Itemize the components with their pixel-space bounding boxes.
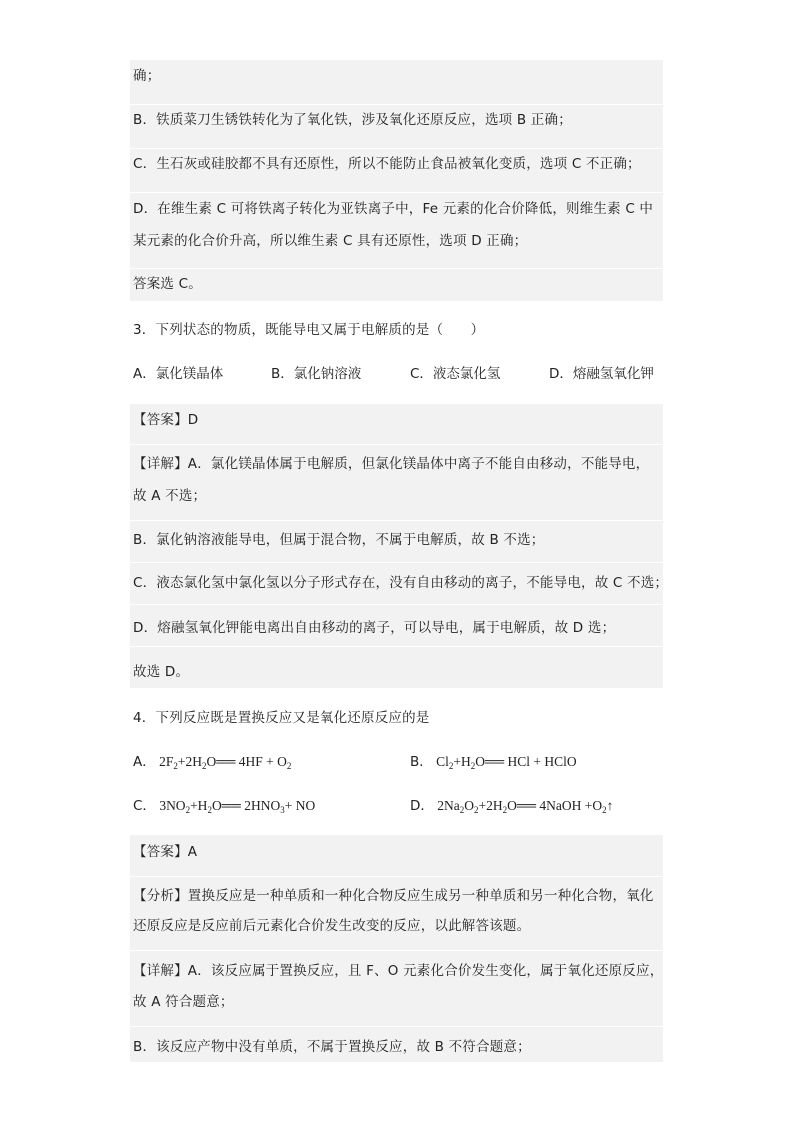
text-line: B．氯化钠溶液能导电，但属于混合物，不属于电解质，故 B 不选； (133, 532, 545, 548)
q4-option-c (133, 796, 315, 816)
text-line: C．液态氯化氢中氯化氢以分子形式存在，没有自由移动的离子，不能导电，故 C 不选； (133, 575, 669, 591)
q4-option-a (133, 752, 291, 772)
row-divider (130, 148, 663, 149)
solution-block-3 (130, 835, 663, 1062)
row-divider (130, 268, 663, 269)
row-divider (130, 104, 663, 105)
text-line: 【详解】A．氯化镁晶体属于电解质，但氯化镁晶体中离子不能自由移动，不能导电， (133, 456, 650, 472)
text-line: 故 A 不选； (133, 488, 207, 504)
option-prefix: A． (133, 754, 156, 770)
row-divider (130, 950, 663, 951)
q3-option-a: A．氯化镁晶体 (133, 366, 224, 382)
text-line: B．该反应产物中没有单质，不属于置换反应，故 B 不符合题意； (133, 1039, 531, 1055)
solution-block-1 (130, 60, 663, 301)
row-divider (130, 562, 663, 563)
text-line: B．铁质菜刀生锈铁转化为了氧化铁，涉及氧化还原反应，选项 B 正确； (133, 112, 572, 128)
text-line: 答案选 C。 (133, 276, 202, 292)
text-line: 还原反应是反应前后元素化合价发生改变的反应，以此解答该题。 (133, 918, 531, 934)
row-divider (130, 520, 663, 521)
question-3-stem: 3．下列状态的物质，既能导电又属于电解质的是（ ） (133, 322, 485, 338)
text-line: D．在维生素 C 可将铁离子转化为亚铁离子中，Fe 元素的化合价降低，则维生素 C 中 (133, 201, 654, 217)
text-line: C．生石灰或硅胶都不具有还原性，所以不能防止食品被氧化变质，选项 C 不正确； (133, 156, 641, 172)
equation-a: $2F_2+2H_2O══$ $4HF + O_2$ (155, 754, 292, 771)
text-line: 故 A 符合题意； (133, 994, 234, 1010)
equation-b: $Cl_2+H_2O══$ HCl + HClO (432, 754, 577, 771)
option-prefix: B． (410, 754, 433, 770)
text-line: D．熔融氢氧化钾能电离出自由移动的离子，可以导电，属于电解质，故 D 选； (133, 620, 616, 636)
row-divider (130, 444, 663, 445)
answer-label: 【答案】A (133, 844, 198, 860)
text-line: 【分析】置换反应是一种单质和一种化合物反应生成另一种单质和另一种化合物，氧化 (133, 888, 654, 904)
text-line: 某元素的化合价升高，所以维生素 C 具有还原性，选项 D 正确； (133, 233, 528, 249)
row-divider (130, 604, 663, 605)
row-divider (130, 646, 663, 647)
option-prefix: D． (410, 798, 434, 814)
text-line: 确； (133, 68, 161, 84)
option-prefix: C． (133, 798, 156, 814)
q4-option-d (410, 796, 613, 816)
equation-c: $3NO_2+H_2O══$ $2HNO_3+$ NO (155, 798, 316, 815)
answer-label: 【答案】D (133, 412, 199, 428)
q3-option-d: D．熔融氢氧化钾 (549, 366, 654, 382)
row-divider (130, 192, 663, 193)
row-divider (130, 876, 663, 877)
question-4-stem: 4．下列反应既是置换反应又是氧化还原反应的是 (133, 710, 430, 726)
text-line: 故选 D。 (133, 664, 190, 680)
q4-option-b (410, 752, 577, 772)
q3-option-c: C．液态氯化氢 (410, 366, 501, 382)
equation-d: $2Na_2O_2+2H_2O══$ 4NaOH $+O_2↑$ (433, 798, 614, 815)
row-divider (130, 1026, 663, 1027)
text-line: 【详解】A．该反应属于置换反应，且 F、O 元素化合价发生变化，属于氧化还原反应， (133, 963, 664, 979)
q3-option-b: B．氯化钠溶液 (271, 366, 362, 382)
